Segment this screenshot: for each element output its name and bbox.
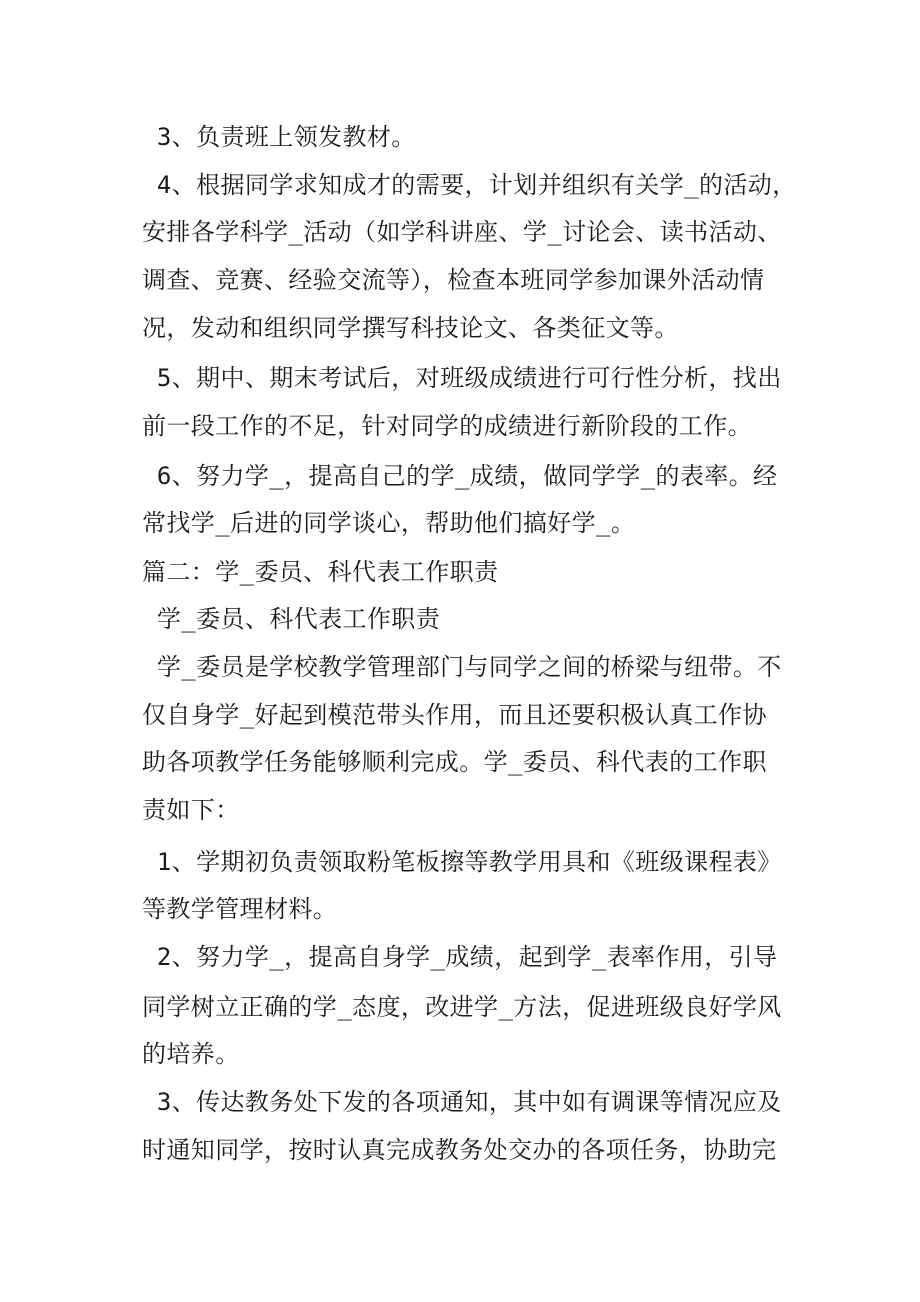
text-line: 前一段工作的不足，针对同学的成绩进行新阶段的工作。 [142,412,752,440]
text-line: 同学树立正确的学_态度，改进学_方法，促进班级良好学风 [142,993,782,1021]
text-line: 1、学期初负责领取粉笔板擦等教学用具和《班级课程表》 [142,848,782,876]
section-heading: 篇二：学_委员、科代表工作职责 [142,558,499,586]
text-line: 2、努力学_，提高自身学_成绩，起到学_表率作用，引导 [142,943,778,971]
text-line: 3、负责班上领发教材。 [142,123,416,151]
text-line: 调查、竞赛、经验交流等），检查本班同学参加课外活动情 [142,266,765,294]
text-line: 3、传达教务处下发的各项通知，其中如有调课等情况应及 [142,1088,782,1116]
text-line: 常找学_后进的同学谈心，帮助他们搞好学_。 [142,509,636,537]
text-line: 责如下： [142,796,240,824]
text-line: 况，发动和组织同学撰写科技论文、各类征文等。 [142,314,679,342]
text-line: 的培养。 [142,1040,240,1068]
text-line: 助各项教学任务能够顺利完成。学_委员、科代表的工作职 [142,748,767,776]
text-line: 6、努力学_，提高自己的学_成绩，做同学学_的表率。经 [142,462,778,490]
text-line: 安排各学科学_活动（如学科讲座、学_讨论会、读书活动、 [142,218,782,246]
text-line: 仅自身学_好起到模范带头作用，而且还要积极认真工作协 [142,701,767,729]
text-line: 5、期中、期末考试后，对班级成绩进行可行性分析，找出 [142,364,782,392]
section-title: 学_委员、科代表工作职责 [142,605,441,633]
text-line: 学_委员是学校教学管理部门与同学之间的桥梁与纽带。不 [142,653,782,681]
text-line: 4、根据同学求知成才的需要，计划并组织有关学_的活动， [142,171,797,199]
text-line: 时通知同学，按时认真完成教务处交办的各项任务，协助完 [142,1136,777,1164]
text-line: 等教学管理材料。 [142,895,338,923]
